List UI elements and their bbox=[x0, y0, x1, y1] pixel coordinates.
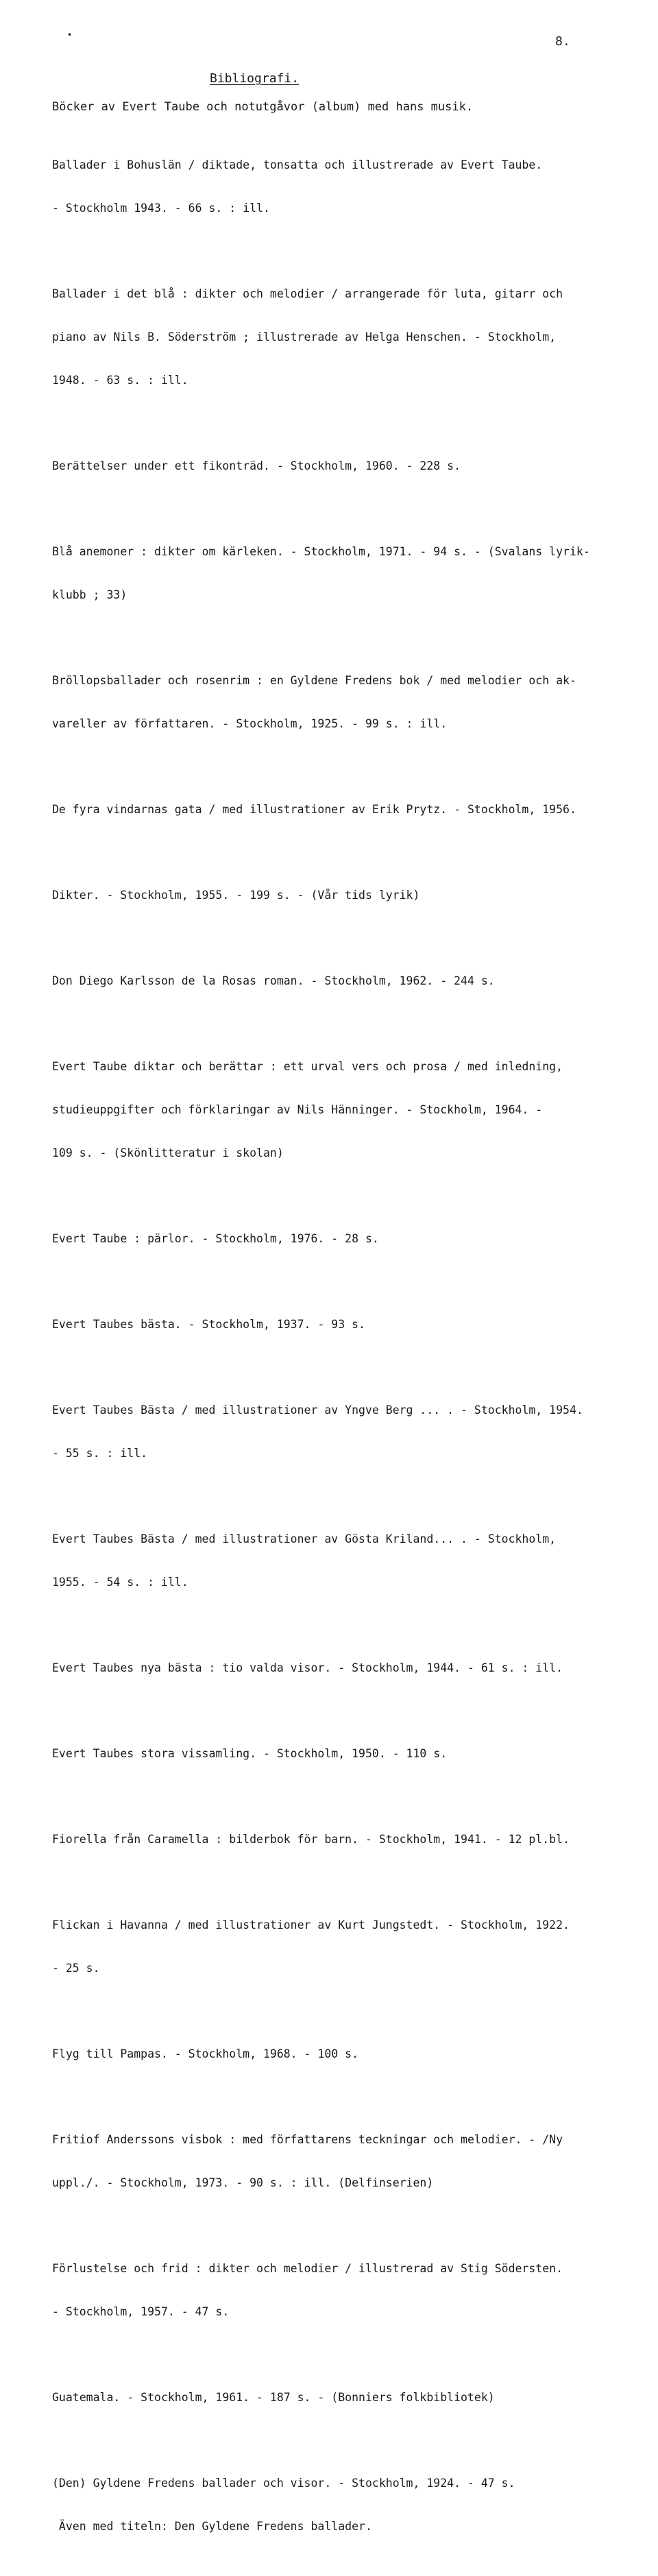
entry-line: Guatemala. - Stockholm, 1961. - 187 s. - (Bonniers folkbibliotek) bbox=[52, 2391, 495, 2404]
bibliography-entry bbox=[52, 859, 614, 931]
bibliography-entry bbox=[52, 2361, 614, 2433]
bibliography-entry bbox=[52, 2018, 614, 2090]
bibliography-entry bbox=[52, 516, 614, 631]
bibliography-entry bbox=[52, 1803, 614, 1875]
bibliography-entry bbox=[52, 1632, 614, 1704]
entry-line: Ballader i Bohuslän / diktade, tonsatta och illustrerade av Evert Taube. bbox=[52, 158, 543, 171]
entry-line: (Den) Gyldene Fredens ballader och visor. - Stockholm, 1924. - 47 s. bbox=[52, 2477, 515, 2490]
entry-line: Dikter. - Stockholm, 1955. - 199 s. - (Vår tids lyrik) bbox=[52, 889, 420, 902]
entry-line: vareller av författaren. - Stockholm, 1925. - 99 s. : ill. bbox=[52, 717, 448, 730]
entry-line: 1948. - 63 s. : ill. bbox=[52, 374, 188, 387]
entry-line: Evert Taubes Bästa / med illustrationer av Yngve Berg ... . - Stockholm, 1954. bbox=[52, 1404, 583, 1417]
page-number: 8. bbox=[555, 34, 570, 49]
bibliography-entry bbox=[52, 2104, 614, 2219]
entry-line: 109 s. - (Skönlitteratur i skolan) bbox=[52, 1146, 284, 1159]
bibliography-entry bbox=[52, 430, 614, 502]
section-intro: Böcker av Evert Taube och notutgåvor (album) med hans musik. bbox=[52, 100, 474, 114]
bibliography-entry bbox=[52, 2447, 614, 2562]
entry-line: Evert Taubes nya bästa : tio valda visor. - Stockholm, 1944. - 61 s. : ill. bbox=[52, 1661, 563, 1674]
section-heading: Bibliografi. bbox=[210, 71, 300, 86]
bibliography-entry bbox=[52, 1203, 614, 1275]
bibliography-entry bbox=[52, 773, 614, 845]
entry-line: Evert Taubes Bästa / med illustrationer av Gösta Kriland... . - Stockholm, bbox=[52, 1532, 557, 1545]
bibliography-entry bbox=[52, 645, 614, 760]
entry-line: Flickan i Havanna / med illustrationer av Kurt Jungstedt. - Stockholm, 1922. bbox=[52, 1918, 570, 1931]
entry-line: - Stockholm 1943. - 66 s. : ill. bbox=[52, 202, 270, 215]
entry-line: - 25 s. bbox=[52, 1962, 100, 1975]
entry-line: - 55 s. : ill. bbox=[52, 1447, 148, 1460]
bibliography-entry bbox=[52, 945, 614, 1017]
entry-line: De fyra vindarnas gata / med illustrationer av Erik Prytz. - Stockholm, 1956. bbox=[52, 803, 576, 816]
bibliography-entry bbox=[52, 129, 614, 244]
bibliography-entry bbox=[52, 2232, 614, 2348]
entry-line: Evert Taube : pärlor. - Stockholm, 1976. - 28 s. bbox=[52, 1232, 379, 1245]
entry-line: - Stockholm, 1957. - 47 s. bbox=[52, 2305, 230, 2318]
bibliography-entry bbox=[52, 1718, 614, 1790]
entry-line: Även med titeln: Den Gyldene Fredens ballader. bbox=[52, 2520, 372, 2533]
entry-line: uppl./. - Stockholm, 1973. - 90 s. : ill. (Delfinserien) bbox=[52, 2176, 434, 2189]
bibliography-entry bbox=[52, 1031, 614, 1189]
entry-line: Blå anemoner : dikter om kärleken. - Stockholm, 1971. - 94 s. - (Svalans lyrik- bbox=[52, 545, 590, 558]
entry-line: piano av Nils B. Söderström ; illustrerade av Helga Henschen. - Stockholm, bbox=[52, 330, 557, 344]
entry-line: studieuppgifter och förklaringar av Nils Hänninger. - Stockholm, 1964. - bbox=[52, 1103, 543, 1116]
bibliography-entry bbox=[52, 258, 614, 416]
stray-mark: • bbox=[67, 30, 73, 40]
bibliography-entry bbox=[52, 1288, 614, 1360]
entry-line: Fritiof Anderssons visbok : med författarens teckningar och melodier. - /Ny bbox=[52, 2133, 563, 2146]
entry-line: Berättelser under ett fikonträd. - Stockholm, 1960. - 228 s. bbox=[52, 459, 461, 472]
entry-line: Flyg till Pampas. - Stockholm, 1968. - 100 s. bbox=[52, 2047, 359, 2060]
entry-line: Evert Taube diktar och berättar : ett urval vers och prosa / med inledning, bbox=[52, 1060, 563, 1073]
bibliography-entry bbox=[52, 1503, 614, 1618]
entry-line: Förlustelse och frid : dikter och melodier / illustrerad av Stig Södersten. bbox=[52, 2262, 563, 2275]
entry-line: Evert Taubes bästa. - Stockholm, 1937. - 93 s. bbox=[52, 1318, 365, 1331]
entry-line: Evert Taubes stora vissamling. - Stockholm, 1950. - 110 s. bbox=[52, 1747, 448, 1760]
entry-line: Don Diego Karlsson de la Rosas roman. - Stockholm, 1962. - 244 s. bbox=[52, 974, 495, 987]
bibliography-entry bbox=[52, 1374, 614, 1489]
bibliography-entry bbox=[52, 1889, 614, 2004]
entry-line: Bröllopsballader och rosenrim : en Gyldene Fredens bok / med melodier och ak- bbox=[52, 674, 576, 687]
entry-line: Fiorella från Caramella : bilderbok för barn. - Stockholm, 1941. - 12 pl.bl. bbox=[52, 1833, 570, 1846]
bibliography-list bbox=[52, 129, 614, 2576]
entry-line: Ballader i det blå : dikter och melodier / arrangerade för luta, gitarr och bbox=[52, 287, 563, 300]
entry-line: klubb ; 33) bbox=[52, 588, 127, 601]
entry-line: 1955. - 54 s. : ill. bbox=[52, 1576, 188, 1589]
